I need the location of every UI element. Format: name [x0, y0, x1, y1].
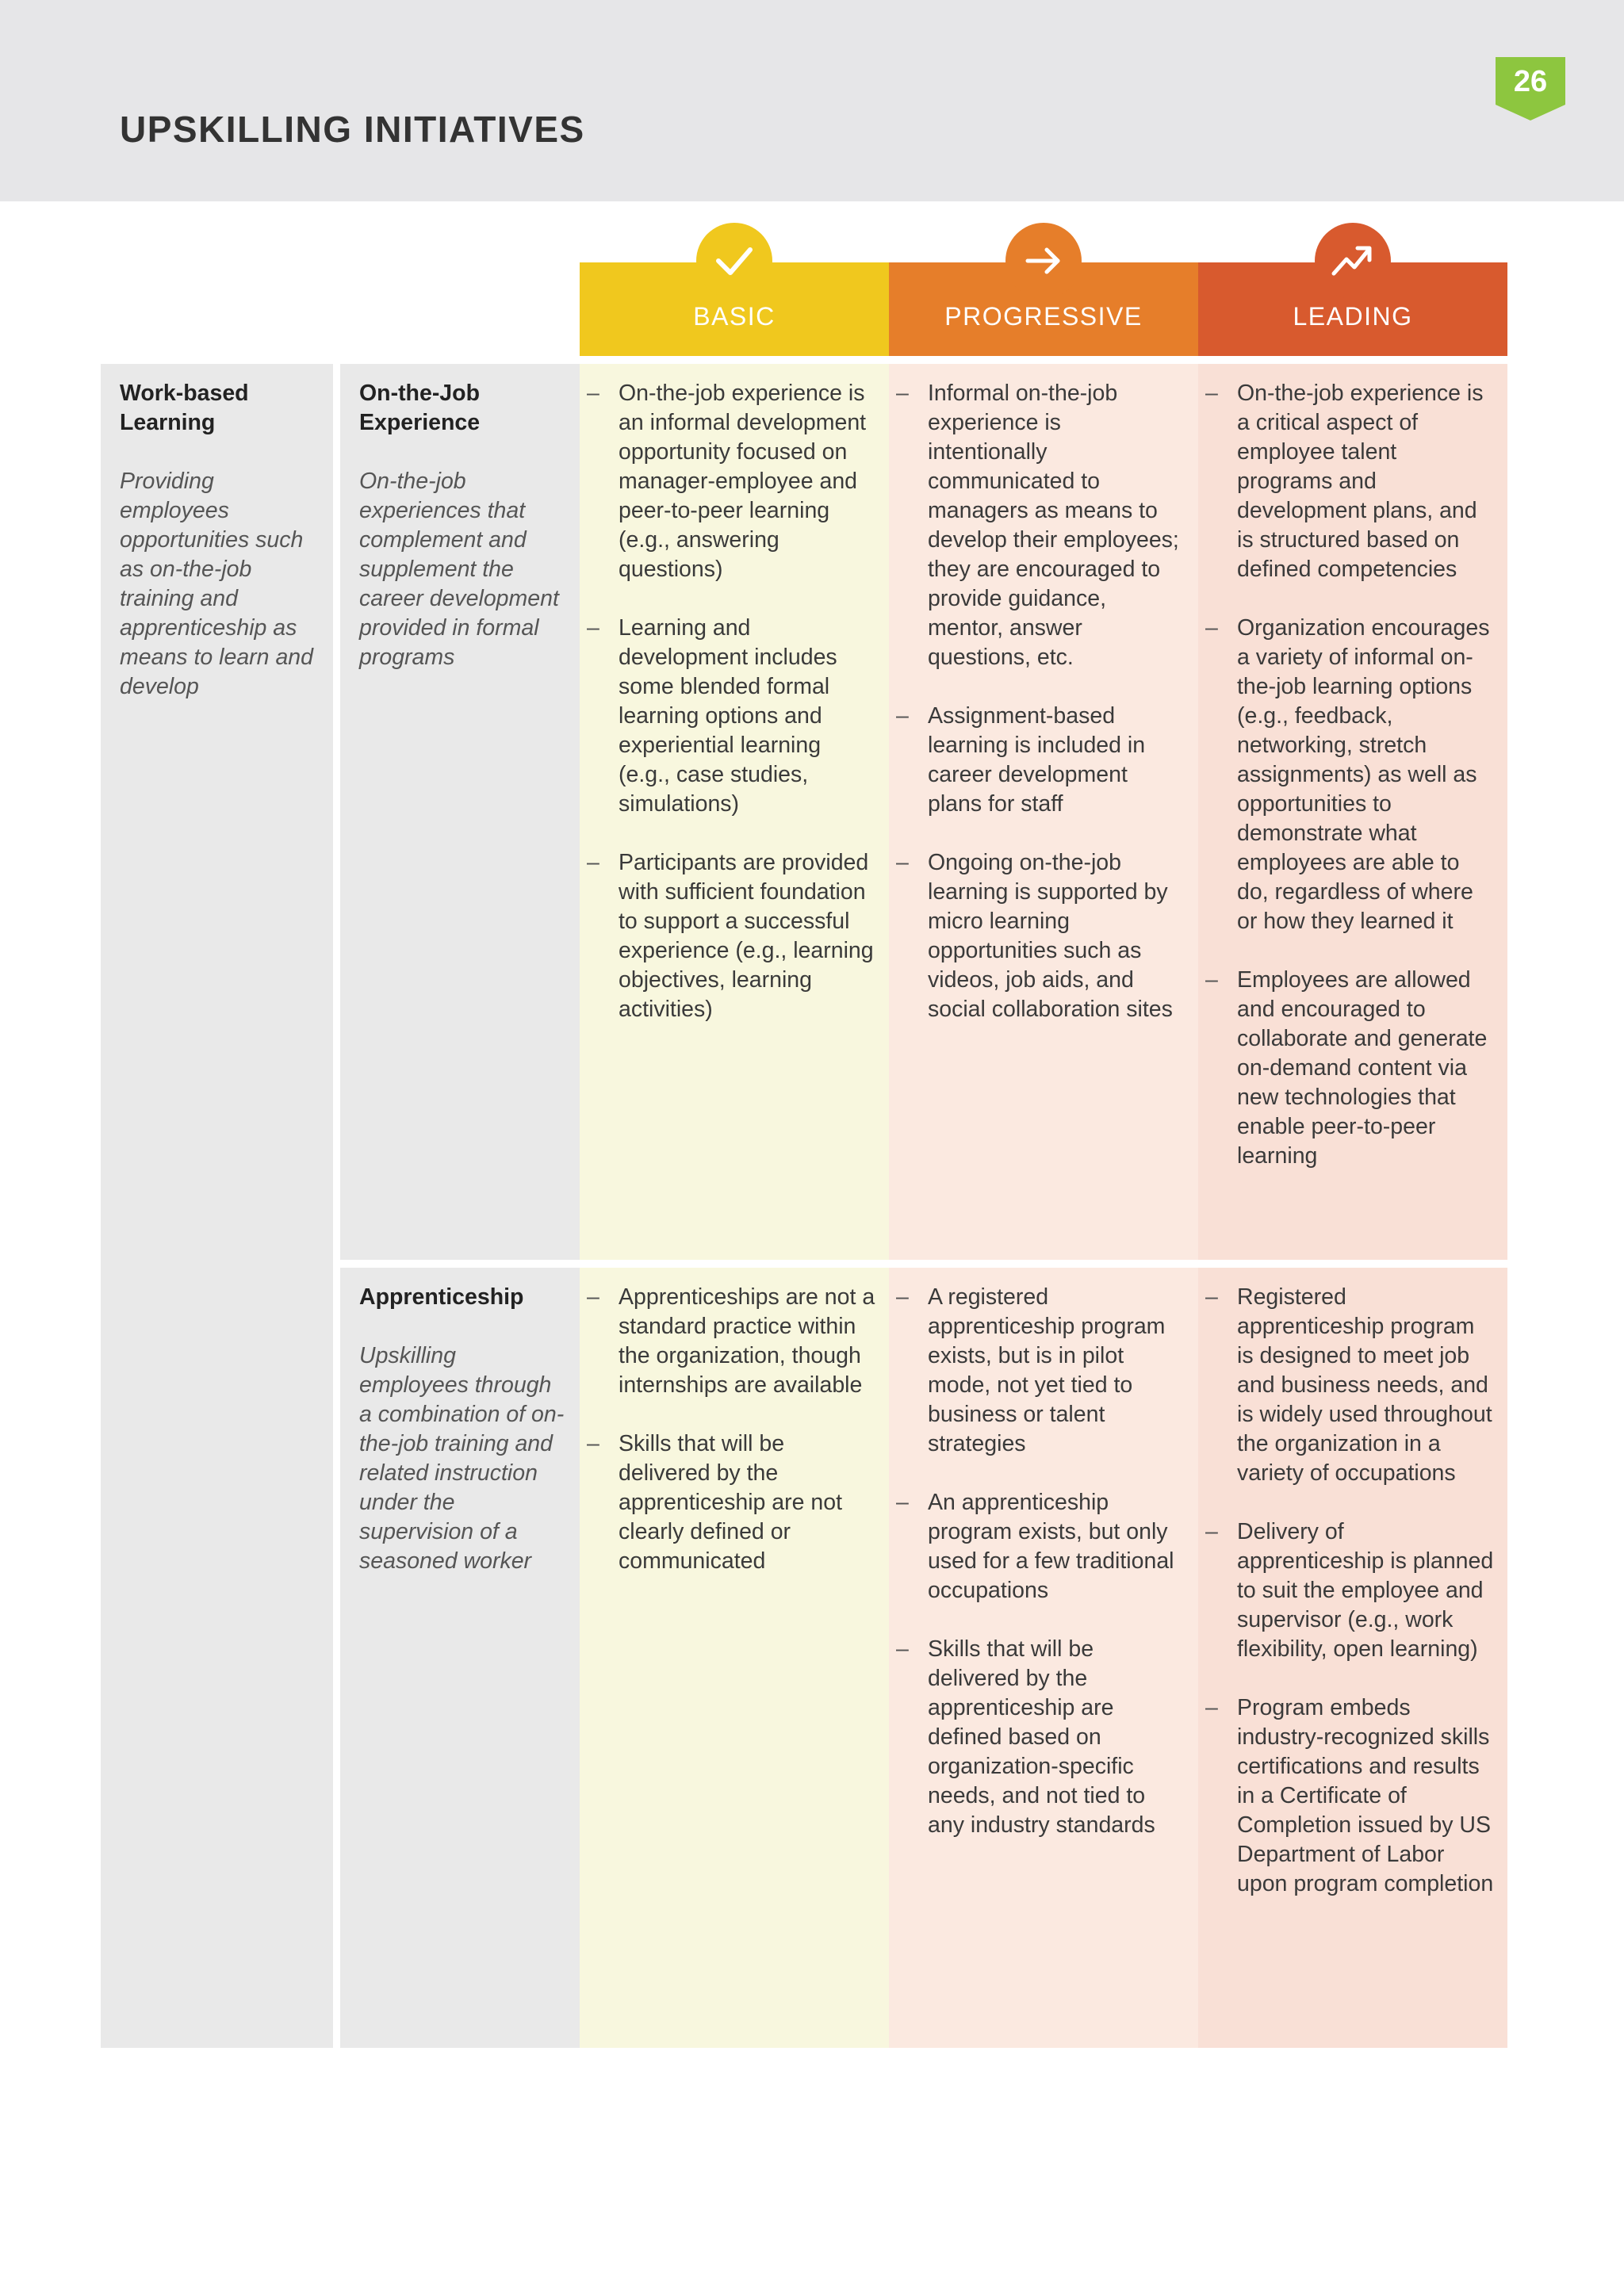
progressive-cell: [896, 379, 1185, 1054]
list-item: – Skills that will be delivered by the apprenticeship are defined based on organization-specific needs, and not tied to any industry standards: [896, 1635, 1185, 1840]
list-item: – Participants are provided with sufficient foundation to support a successful experience (e.g., learning objectives, learning activities): [587, 848, 876, 1024]
row-description: On-the-job experiences that complement and supplement the career development provided in formal programs: [359, 469, 559, 670]
page-header: [0, 0, 1624, 201]
list-item: – On-the-job experience is an informal development opportunity focused on manager-employee and peer-to-peer learning (e.g., answering questions): [587, 379, 876, 584]
basic-cell: [587, 1283, 876, 1605]
list-item: – Skills that will be delivered by the apprenticeship are not clearly defined or communicated: [587, 1429, 876, 1576]
level-label-progressive: PROGRESSIVE: [944, 302, 1143, 331]
leading-cell: [1205, 379, 1495, 1200]
list-item: – Apprenticeships are not a standard practice within the organization, though internships are available: [587, 1283, 876, 1400]
level-label-leading: LEADING: [1293, 302, 1413, 331]
level-label-basic: BASIC: [693, 302, 776, 331]
list-item: – Learning and development includes some blended formal learning options and experiential learning (e.g., case studies, simulations): [587, 614, 876, 819]
list-item: – Ongoing on-the-job learning is supported by micro learning opportunities such as videos, job aids, and social collaboration sites: [896, 848, 1185, 1024]
list-item: – Informal on-the-job experience is intentionally communicated to managers as means to develop their employees; they are encouraged to provide guidance, mentor, answer questions, etc.: [896, 379, 1185, 672]
page-title: UPSKILLING INITIATIVES: [120, 109, 585, 150]
list-item: – Organization encourages a variety of informal on-the-job learning options (e.g., feedback, networking, stretch assignments) as well as opportunities to demonstrate what employees are able to do, regardless of where or how they learned it: [1205, 614, 1495, 936]
list-item: – Registered apprenticeship program is designed to meet job and business needs, and is widely used throughout the organization in a variety of occupations: [1205, 1283, 1495, 1488]
category-cell: [120, 379, 318, 702]
category-description: Providing employees opportunities such as on-the-job training and apprenticeship as means to learn and develop: [120, 469, 313, 699]
list-item: – An apprenticeship program exists, but only used for a few traditional occupations: [896, 1488, 1185, 1605]
arrow-right-icon: [1005, 223, 1082, 299]
row-label-on-the-job: [359, 379, 569, 672]
basic-cell: [587, 379, 876, 1054]
category-title: Work-based Learning: [120, 381, 249, 435]
list-item: – Assignment-based learning is included in career development plans for staff: [896, 702, 1185, 819]
progressive-cell: [896, 1283, 1185, 1869]
page-number-badge: [1496, 57, 1565, 121]
row-title: On-the-Job Experience: [359, 381, 481, 435]
list-item: – A registered apprenticeship program exists, but is in pilot mode, not yet tied to business or talent strategies: [896, 1283, 1185, 1459]
list-item: – On-the-job experience is a critical aspect of employee talent programs and development plans, and is structured based on defined competencies: [1205, 379, 1495, 584]
row-description: Upskilling employees through a combination of on-the-job training and related instruction under the supervision of a seasoned worker: [359, 1343, 565, 1574]
trending-up-icon: [1315, 223, 1391, 299]
row-label-apprenticeship: [359, 1283, 569, 1576]
row-title: Apprenticeship: [359, 1284, 524, 1310]
list-item: – Program embeds industry-recognized skills certifications and results in a Certificate of Completion issued by US Department of Labor upon program completion: [1205, 1693, 1495, 1899]
list-item: – Delivery of apprenticeship is planned to suit the employee and supervisor (e.g., work flexibility, open learning): [1205, 1517, 1495, 1664]
page-number: 26: [1513, 65, 1548, 98]
list-item: – Employees are allowed and encouraged to collaborate and generate on-demand content via new technologies that enable peer-to-peer learning: [1205, 966, 1495, 1171]
leading-cell: [1205, 1283, 1495, 1928]
checkmark-icon: [696, 223, 772, 299]
